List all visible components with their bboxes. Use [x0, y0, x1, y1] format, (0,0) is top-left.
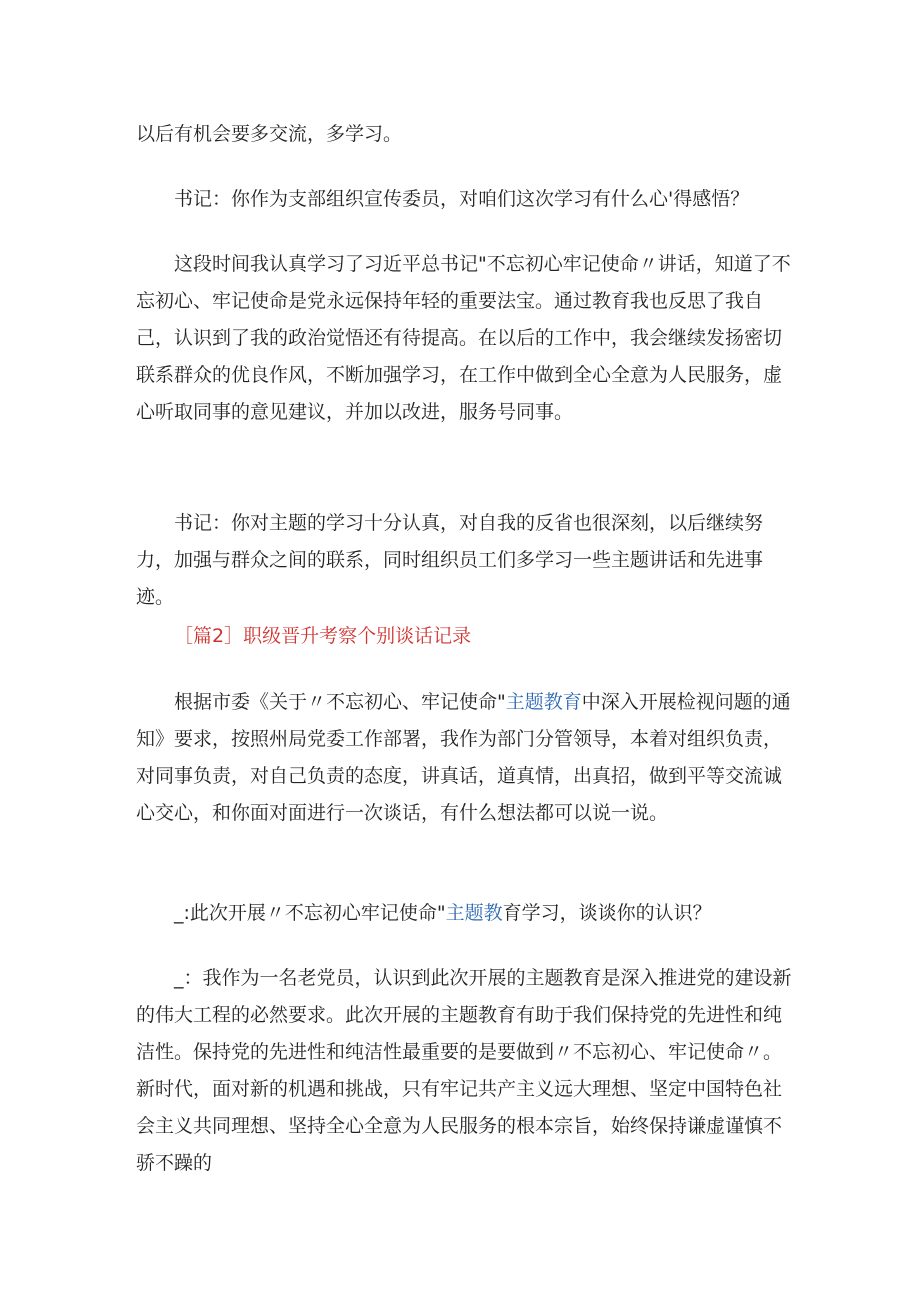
paragraph-question	[136, 895, 796, 932]
paragraph-secretary-comment: 书记：你对主题的学习十分认真，对自我的反省也很深刻，以后继续努力，加强与群众之间的联系，同时组织员工们多学习一些主题讲话和先进事迹。	[136, 512, 764, 608]
section-heading: ［篇2］职级晋升考察个别谈话记录	[174, 625, 472, 647]
intro-text-before: 根据市委《关于〃不忘初心、牢记使命"	[174, 691, 506, 713]
paragraph-closing-remark: 以后有机会要多交流，多学习。	[136, 123, 403, 145]
paragraph-talk-intro	[136, 684, 796, 832]
theme-education-link[interactable]: 主题教育	[505, 691, 582, 713]
intro-text-after: 中深入开展检视问题的通知》要求，按照州局党委工作部署，我作为部门分管领导，本着对组织负责，对同事负责，对自己负责的态度，讲真话，道真情，出真招，做到平等交流诚心交心，和你面对面进行一次谈话，有什么想法都可以说一说。	[136, 691, 791, 824]
paragraph-secretary-question: 书记：你作为支部组织宣传委员，对咱们这次学习有什么心'得感悟？	[174, 188, 750, 210]
question-text-before: _:此次开展〃不忘初心牢记使命"	[174, 902, 446, 924]
question-text-after: 育学习，谈谈你的认识？	[502, 902, 712, 924]
paragraph-answer: _：我作为一名老党员，认识到此次开展的主题教育是深入推进党的建设新的伟大工程的必然要求。此次开展的主题教育有助于我们保持党的先进性和纯洁性。保持党的先进性和纯洁性最重要的是要做到〃不忘初心、牢记使命〃。新时代，面对新的机遇和挑战，只有牢记共产主义远大理想、坚定中国特色社会主义共同理想、坚持全心全意为人民服务的根本宗旨，始终保持谦虚谨慎不骄不躁的	[136, 967, 792, 1174]
theme-education-link-2[interactable]: 主题教	[445, 902, 503, 924]
paragraph-member-answer: 这段时间我认真学习了习近平总书记"不忘初心牢记使命〃讲话，知道了不忘初心、牢记使命是党永远保持年轻的重要法宝。通过教育我也反思了我自己，认识到了我的政治觉悟还有待提高。在以后的工作中，我会继续发扬密切联系群众的优良作风，不断加强学习，在工作中做到全心全意为人民服务，虚心听取同事的意见建议，并加以改进，服务号同事。	[136, 253, 791, 423]
